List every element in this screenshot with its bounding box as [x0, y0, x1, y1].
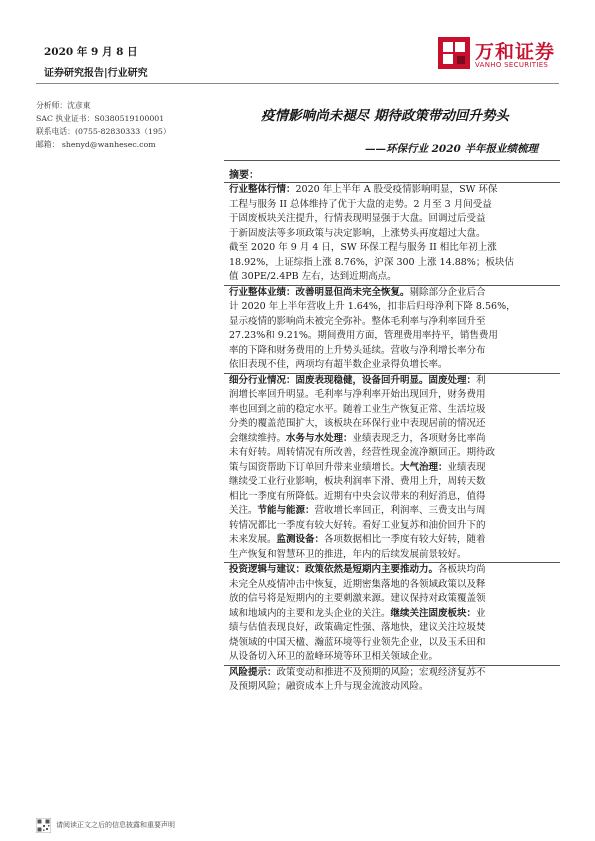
abstract-paragraph [224, 665, 560, 695]
abstract-text: 利 [476, 374, 486, 386]
abstract-line [229, 241, 557, 256]
abstract-text: 未来发展。 [229, 534, 277, 545]
abstract-text: 依旧表现不佳，两项均有超半数企业录得负增长率。 [229, 359, 448, 370]
abstract-line [229, 563, 557, 578]
abstract-text: 策与国资帮助下订单回升带来业绩增长。 [229, 461, 401, 473]
brand-name-en: VANHO SECURITIES [475, 61, 549, 69]
abstract-paragraph [224, 562, 560, 665]
abstract-line [229, 227, 557, 242]
abstract-line [229, 446, 557, 461]
report-title: 疫情影响尚未褪尽 期待政策带动回升势头 [261, 108, 509, 124]
abstract-line [229, 636, 557, 651]
abstract-line [229, 504, 557, 519]
abstract-bold-text: 节能与能源： [257, 505, 315, 516]
abstract-line [229, 533, 557, 548]
header-divider [36, 83, 559, 84]
abstract-text: 营收增长率回正，利润率、三费支出与周 [314, 505, 486, 516]
abstract-line [229, 315, 557, 330]
abstract-line [229, 607, 557, 622]
qr-code-icon [36, 818, 51, 833]
abstract-text: 率也回到之前的稳定水平。随着工业生产恢复正常、生活垃圾 [229, 403, 486, 415]
abstract-text: 18.92%，上证综指上涨 8.76%，沪深 300 上涨 14.88%；板块估 [229, 256, 514, 268]
abstract-line [229, 578, 557, 593]
abstract-line [229, 490, 557, 505]
abstract-text: 关注。 [229, 505, 258, 516]
abstract-line [229, 417, 557, 432]
analyst-name: 分析师：沈彦東 [36, 101, 91, 110]
abstract-line [229, 461, 557, 476]
analyst-info [36, 99, 196, 151]
analyst-email: 邮箱： shenyd@wanhesec.com [36, 140, 156, 149]
abstract-text: 2020 年上半年 A 股受疫情影响明显，SW 环保 [295, 184, 498, 195]
abstract-section [224, 162, 560, 695]
abstract-line [229, 650, 557, 665]
abstract-text: 各项数据相比一季度有较大好转，随着 [324, 534, 486, 545]
abstract-bold-text: 监测设备： [276, 534, 325, 545]
abstract-text: 业绩表现 [447, 461, 486, 473]
abstract-text: 烧领域的中国天楹、瀚蓝环境等行业领先企业，以及玉禾田和 [229, 636, 486, 648]
abstract-text: 未有好转。周转情况有所改善，经营性现金流净额回正。期待政 [229, 447, 496, 458]
abstract-text: 显示疫情的影响尚未被完全弥补。整体毛利率与净利率回升至 [229, 315, 486, 327]
abstract-heading: 摘要： [229, 170, 259, 181]
abstract-text: 及预期风险；融资成本上升与现金流波动风险。 [229, 681, 429, 692]
abstract-text: 业 [476, 607, 486, 619]
report-subtitle: ——环保行业 2020 半年报业绩梳理 [364, 143, 538, 155]
abstract-text: 会继续维持。 [229, 432, 287, 444]
abstract-text: 绩与估值表现良好，政策确定性强、落地快，建议关注垃圾焚 [229, 622, 486, 633]
abstract-bold-text: 行业整体行情： [229, 184, 296, 195]
abstract-bold-text: 细分行业情况：固废表现稳健，设备回升明显。固废处理： [229, 374, 477, 386]
abstract-line [229, 548, 557, 563]
abstract-line [229, 432, 557, 447]
brand-logo [437, 34, 561, 74]
abstract-line [229, 344, 557, 359]
abstract-text: 各板块均尚 [438, 564, 486, 575]
abstract-text: 放的信号将是短期内的主要刺激来源。建议保持对政策覆盖领 [229, 593, 486, 604]
abstract-line [229, 212, 557, 227]
abstract-text: 业绩表现乏力，各项财务比率尚 [352, 432, 486, 444]
abstract-text: 值 30PE/2.4PB 左右，达到近期高点。 [229, 271, 397, 282]
abstract-text: 政策变动和推进不及预期的风险；宏观经济复苏不 [276, 666, 486, 678]
abstract-text: 于新固废法等多项政策与决定影响，上涨势头再度超过大盘。 [229, 227, 486, 239]
abstract-text: 润增长率回升明显。毛利率与净利率开始出现回升，财务费用 [229, 389, 486, 400]
abstract-body [224, 182, 560, 695]
abstract-line [229, 475, 557, 490]
abstract-line [229, 374, 557, 389]
abstract-line [229, 286, 557, 301]
abstract-line [229, 256, 557, 271]
abstract-bold-text: 继续关注固废板块： [390, 607, 477, 619]
abstract-line [229, 198, 557, 213]
title-divider [224, 160, 560, 161]
analyst-phone: 联系电话：(0755-82830333（195） [36, 127, 171, 136]
abstract-line [229, 621, 557, 636]
abstract-line [229, 403, 557, 418]
abstract-line [229, 270, 557, 285]
abstract-text: 分类的覆盖范围扩大，该板块在环保行业中表现居前的情况还 [229, 418, 486, 429]
abstract-text: 计 2020 年上半年营收上升 1.64%，扣非后归母净利下降 8.56%， [229, 301, 516, 312]
abstract-bold-text: 行业整体业绩：改善明显但尚未完全恢复。 [229, 286, 410, 298]
brand-name-cn: 万和证券 [475, 41, 556, 63]
brand-logo-icon [437, 36, 471, 70]
report-type: 证券研究报告|行业研究 [44, 68, 148, 79]
abstract-bold-text: 投资逻辑与建议：政策依然是短期内主要推动力。 [229, 564, 439, 575]
abstract-paragraph [224, 285, 560, 373]
abstract-line [229, 388, 557, 403]
abstract-line [229, 680, 557, 695]
abstract-paragraph [224, 373, 560, 563]
abstract-text: 截至 2020 年 9 月 4 日，SW 环保工程与服务 II 相比年初上涨 [229, 242, 497, 253]
abstract-line [229, 666, 557, 681]
abstract-line [229, 329, 557, 344]
abstract-paragraph [224, 182, 560, 285]
abstract-bold-text: 大气治理： [400, 461, 448, 473]
abstract-line [229, 358, 557, 373]
abstract-line [229, 183, 557, 198]
abstract-text: 于固废板块关注提升，行情表现明显强于大盘。回调过后受益 [229, 213, 486, 224]
abstract-text: 未完全从疫情冲击中恢复，近期密集落地的各领域政策以及释 [229, 578, 486, 590]
abstract-text: 从设备切入环卫的盈峰环境等环卫相关领域企业。 [229, 651, 439, 662]
abstract-text: 继续受工业行业影响，板块利润率下滑、费用上升，周转天数 [229, 476, 486, 487]
abstract-line [229, 592, 557, 607]
analyst-sac: SAC 执业证书：S0380519100001 [36, 114, 165, 123]
abstract-bold-text: 风险提示： [229, 666, 277, 678]
abstract-text: 剔除部分企业后合 [409, 286, 486, 298]
abstract-text: 工程与服务 II 总体维持了优于大盘的走势。2 月至 3 月间受益 [229, 198, 492, 210]
report-date: 2020 年 9 月 8 日 [44, 46, 138, 58]
abstract-bold-text: 水务与水处理： [286, 432, 353, 444]
footer-disclaimer: 请阅读正文之后的信息披露和重要声明 [56, 821, 175, 829]
abstract-text: 相比一季度有所降低。近期有中央会议带来的利好消息，值得 [229, 490, 486, 502]
abstract-text: 域和地域内的主要和龙头企业的关注。 [229, 607, 391, 619]
abstract-text: 转情况都比一季度有较大好转。看好工业复苏和油价回升下的 [229, 519, 486, 531]
abstract-text: 生产恢复和智慧环卫的推进，年内的后续发展前景较好。 [229, 548, 467, 560]
abstract-line [229, 300, 557, 315]
abstract-line [229, 519, 557, 534]
abstract-text: 率的下降和财务费用的上升势头延续。营收与净利增长率分布 [229, 344, 486, 356]
abstract-text: 27.23%和 9.21%。期间费用方面，管理费用率持平，销售费用 [229, 330, 498, 341]
